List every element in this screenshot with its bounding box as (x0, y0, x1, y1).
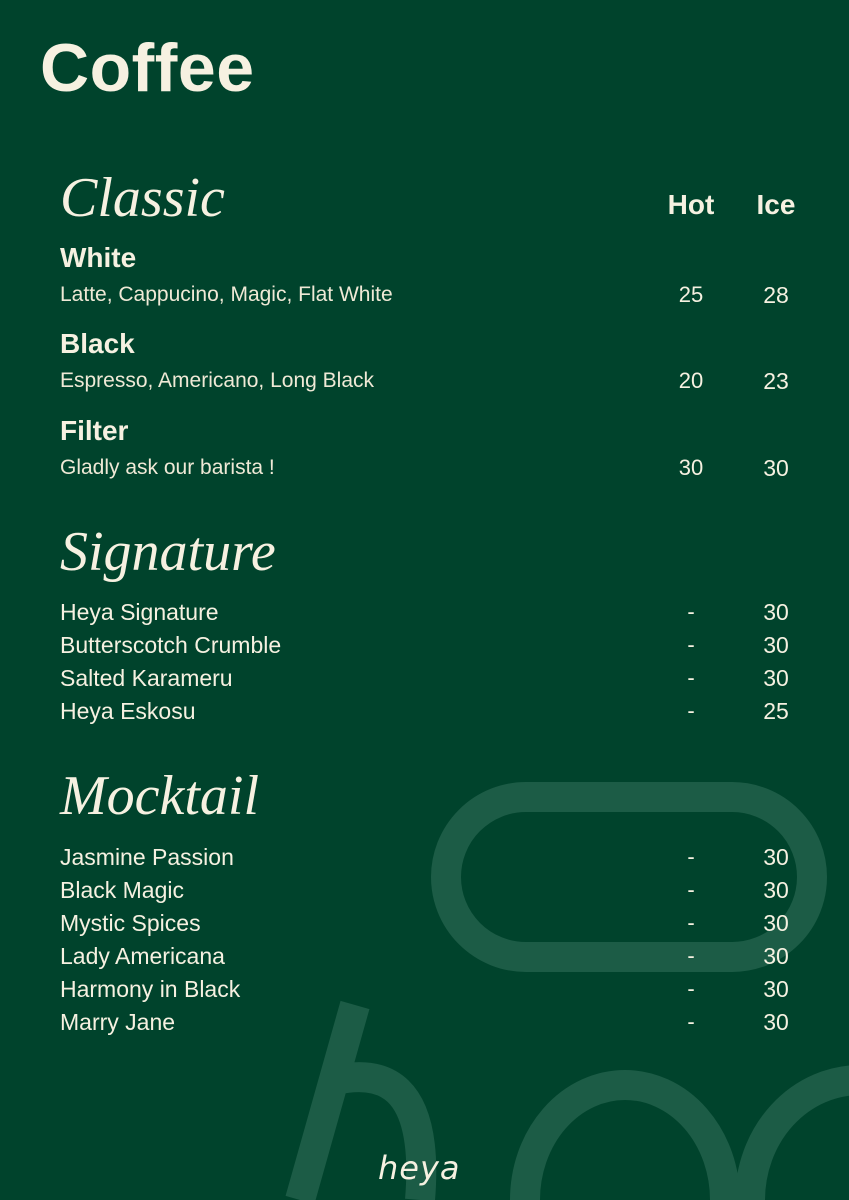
column-header-ice: Ice (756, 189, 796, 220)
price-hot: 30 (678, 455, 704, 480)
item-name: Mystic Spices (60, 910, 201, 936)
price-ice: 30 (763, 910, 789, 936)
price-hot: - (687, 910, 695, 935)
section-title-signature: Signature (60, 521, 276, 583)
price-hot: 25 (678, 282, 704, 307)
price-hot: - (687, 844, 695, 869)
brand-logo: heya (378, 1149, 461, 1187)
price-hot: - (687, 632, 695, 657)
price-ice: 28 (763, 282, 789, 308)
price-ice: 30 (763, 665, 789, 691)
column-header-hot: Hot (667, 189, 715, 220)
price-ice: 30 (763, 844, 789, 870)
item-description: Gladly ask our barista ! (60, 456, 275, 479)
decor-letter-o (525, 1085, 725, 1200)
item-name: Salted Karameru (60, 665, 233, 691)
price-hot: - (687, 943, 695, 968)
item-name: Heya Eskosu (60, 698, 196, 724)
page-title: Coffee (40, 30, 255, 106)
price-hot: - (687, 976, 695, 1001)
section-title-classic: Classic (60, 167, 225, 229)
decor-letter-o-2 (750, 1080, 849, 1200)
price-ice: 25 (763, 698, 789, 724)
item-name: Filter (60, 415, 129, 446)
price-hot: 20 (678, 368, 704, 393)
item-name: White (60, 242, 137, 273)
item-name: Butterscotch Crumble (60, 632, 282, 658)
item-name: Black (60, 328, 135, 359)
price-ice: 30 (763, 455, 789, 481)
item-description: Espresso, Americano, Long Black (60, 369, 374, 392)
section-title-mocktail: Mocktail (60, 765, 260, 827)
item-name: Lady Americana (60, 943, 225, 969)
price-ice: 30 (763, 943, 789, 969)
price-hot: - (687, 877, 695, 902)
price-hot: - (687, 1009, 695, 1034)
price-ice: 30 (763, 599, 789, 625)
price-ice: 30 (763, 632, 789, 658)
item-description: Latte, Cappucino, Magic, Flat White (60, 283, 393, 306)
item-name: Black Magic (60, 877, 184, 903)
price-ice: 23 (763, 368, 789, 394)
price-hot: - (687, 599, 695, 624)
price-ice: 30 (763, 1009, 789, 1035)
item-name: Heya Signature (60, 599, 219, 625)
price-hot: - (687, 698, 695, 723)
price-hot: - (687, 665, 695, 690)
price-ice: 30 (763, 877, 789, 903)
item-name: Harmony in Black (60, 976, 241, 1002)
item-name: Jasmine Passion (60, 844, 234, 870)
item-name: Marry Jane (60, 1009, 176, 1035)
price-ice: 30 (763, 976, 789, 1002)
